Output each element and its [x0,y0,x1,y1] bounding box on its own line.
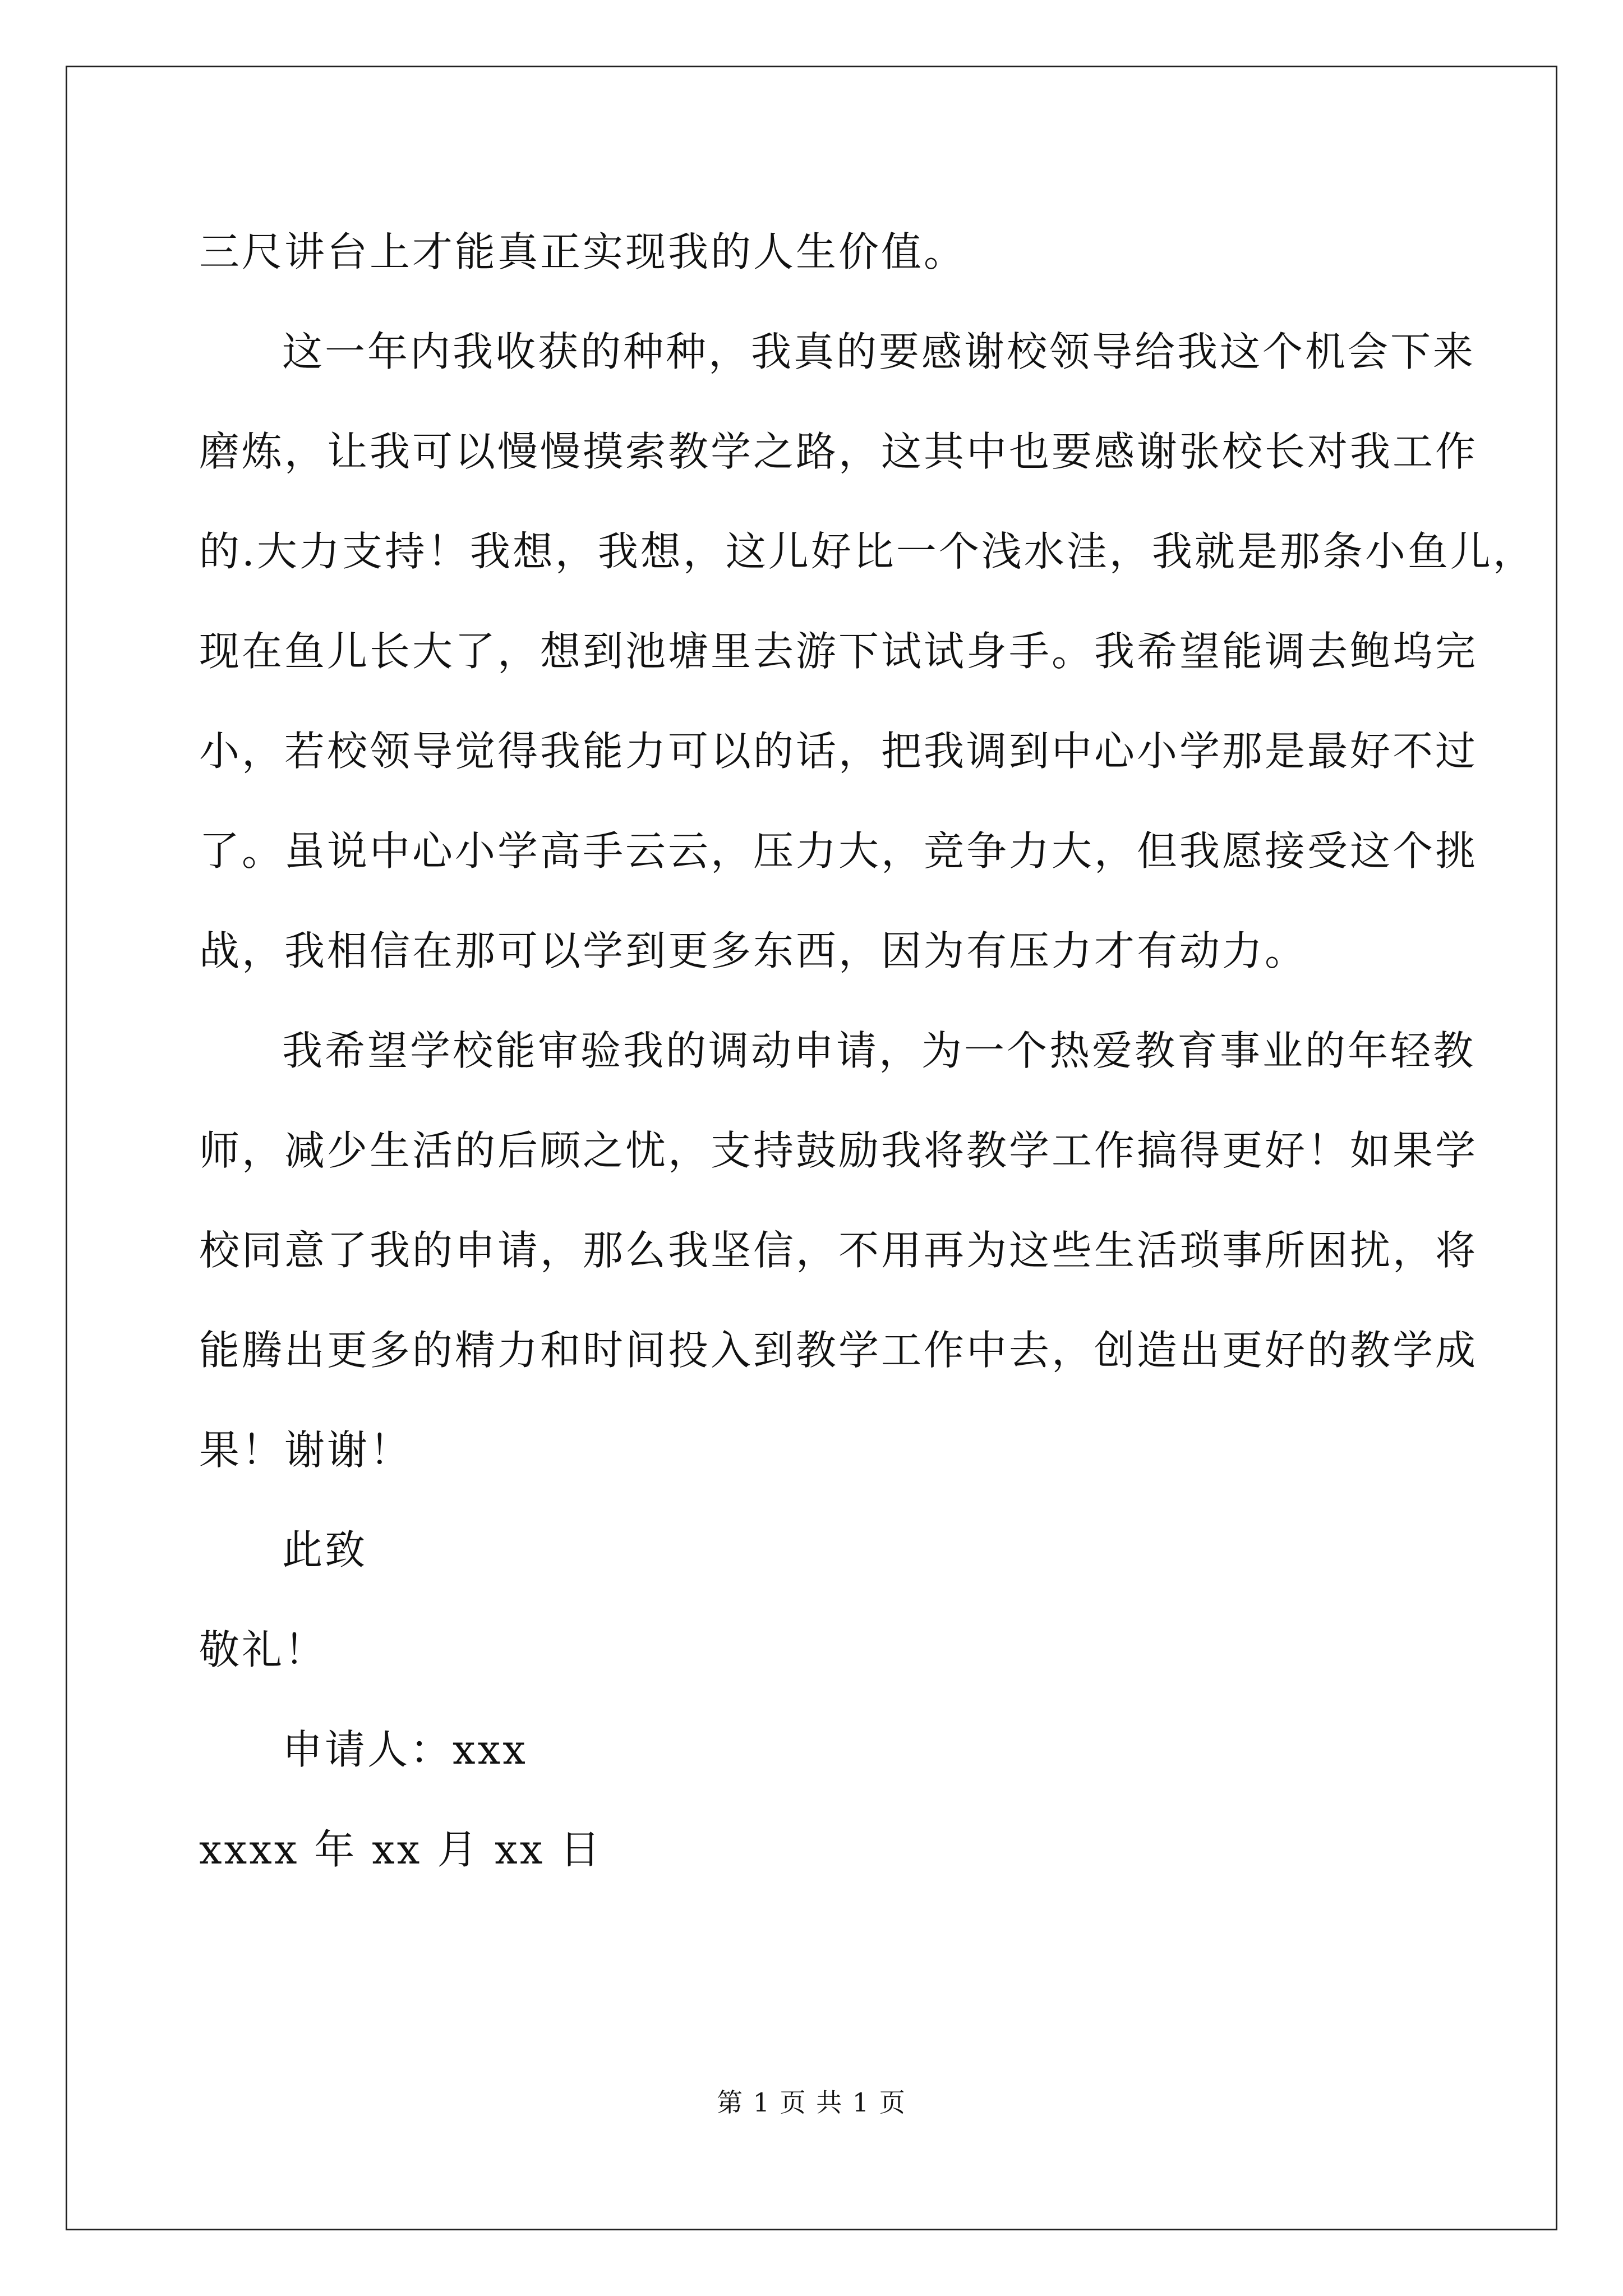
body-line-3: 磨炼，让我可以慢慢摸索教学之路，这其中也要感谢张校长对我工作 [199,428,1478,475]
applicant-signature: 申请人：xxx [282,1726,528,1773]
body-line-1: 三尺讲台上才能真正实现我的人生价值。 [199,228,967,275]
body-line-9: 我希望学校能审验我的调动申请，为一个热爱教育事业的年轻教 [282,1027,1476,1074]
body-line-10: 师，减少生活的后顾之忧，支持鼓励我将教学工作搞得更好！如果学 [199,1127,1478,1174]
body-line-11: 校同意了我的申请，那么我坚信，不用再为这些生活琐事所困扰，将 [199,1227,1478,1274]
body-line-5: 现在鱼儿长大了，想到池塘里去游下试试身手。我希望能调去鲍坞完 [199,628,1478,675]
body-line-12: 能腾出更多的精力和时间投入到教学工作中去，创造出更好的教学成 [199,1327,1478,1374]
letter-date: xxxx 年 xx 月 xx 日 [199,1826,603,1873]
letter-body [199,202,1536,1899]
body-line-7: 了。虽说中心小学高手云云，压力大，竞争力大，但我愿接受这个挑 [199,827,1478,875]
body-line-4: 的.大力支持！我想，我想，这儿好比一个浅水洼，我就是那条小鱼儿， [199,528,1536,575]
closing-respect: 敬礼！ [199,1626,328,1673]
page-number: 第 1 页 共 1 页 [717,2087,906,2118]
page-footer [0,2086,1623,2119]
body-line-2: 这一年内我收获的种种，我真的要感谢校领导给我这个机会下来 [282,328,1476,375]
body-line-6: 小，若校领导觉得我能力可以的话，把我调到中心小学那是最好不过 [199,728,1478,775]
closing-salutation: 此致 [282,1526,368,1573]
body-line-13: 果！谢谢！ [199,1427,413,1474]
body-line-8: 战，我相信在那可以学到更多东西，因为有压力才有动力。 [199,927,1308,974]
